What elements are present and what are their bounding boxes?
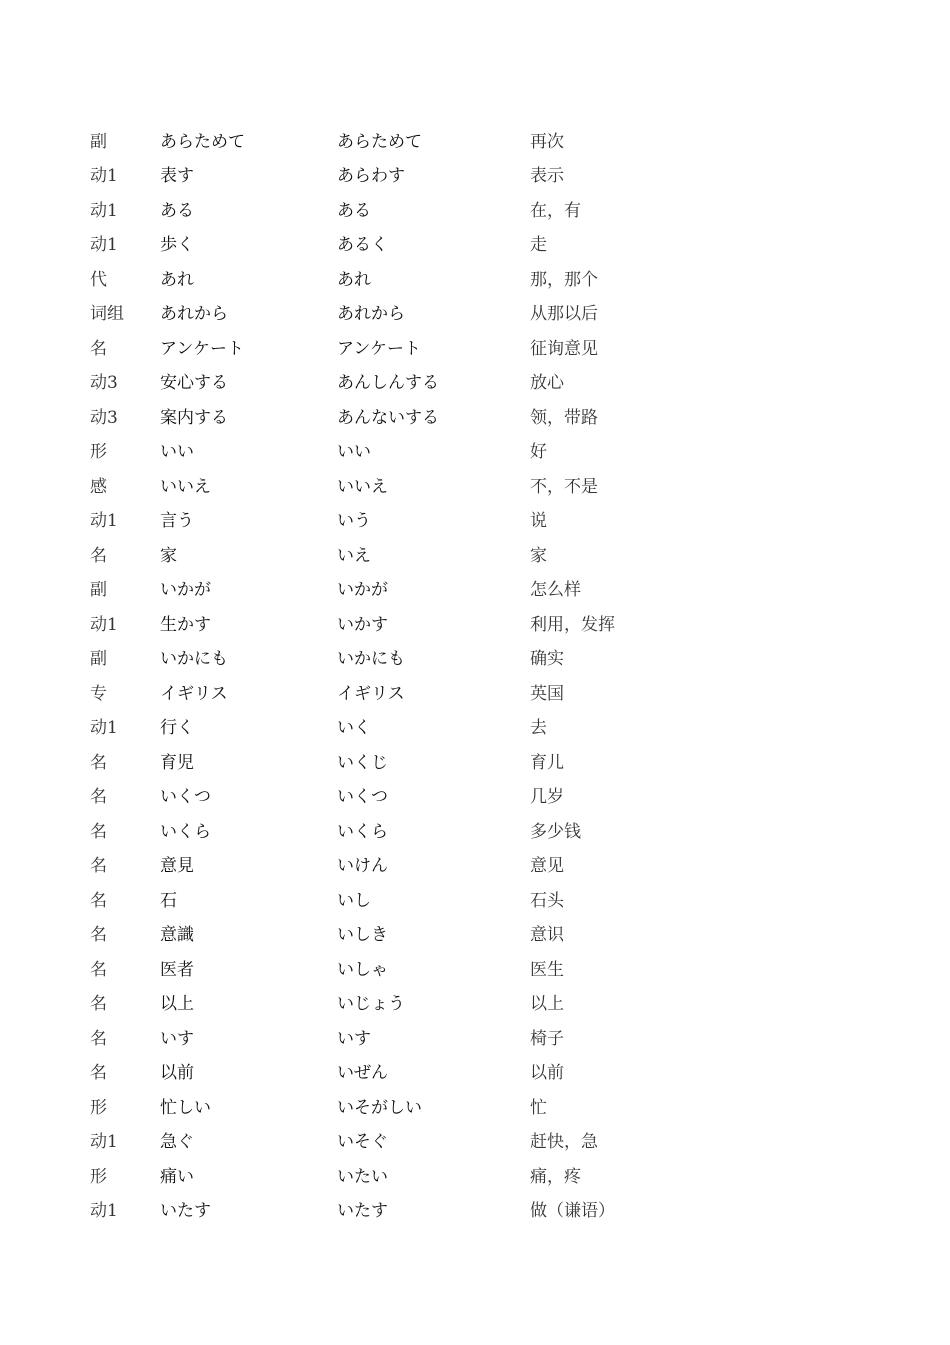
- meaning: 意识: [530, 925, 564, 946]
- vocab-row: [90, 640, 890, 675]
- reading: いかにも: [337, 649, 405, 670]
- reading: いぜん: [337, 1063, 388, 1084]
- meaning: 几岁: [530, 787, 564, 808]
- meaning: 表示: [530, 166, 564, 187]
- word: 意識: [160, 925, 194, 946]
- part-of-speech: 名: [90, 1028, 107, 1049]
- vocab-row: [90, 1054, 890, 1089]
- reading: いい: [337, 442, 371, 463]
- reading: いじょう: [337, 994, 405, 1015]
- word: 以上: [160, 994, 194, 1015]
- word: 生かす: [160, 614, 211, 635]
- reading: あるく: [337, 235, 388, 256]
- meaning: 在，有: [530, 200, 581, 221]
- word: いたす: [160, 1201, 211, 1222]
- meaning: 痛，疼: [530, 1166, 581, 1187]
- word: 意見: [160, 856, 194, 877]
- meaning: 利用，发挥: [530, 614, 615, 635]
- meaning: 说: [530, 511, 547, 532]
- meaning: 领，带路: [530, 407, 598, 428]
- word: 石: [160, 890, 177, 911]
- meaning: 从那以后: [530, 304, 598, 325]
- part-of-speech: 形: [90, 442, 107, 463]
- vocab-row: [90, 743, 890, 778]
- vocab-row: [90, 674, 890, 709]
- reading: いそぐ: [337, 1132, 388, 1153]
- part-of-speech: 副: [90, 580, 107, 601]
- vocab-row: [90, 985, 890, 1020]
- word: イギリス: [160, 683, 228, 704]
- word: いいえ: [160, 476, 211, 497]
- meaning: 石头: [530, 890, 564, 911]
- vocab-row: [90, 467, 890, 502]
- word: いかにも: [160, 649, 228, 670]
- reading: いかが: [337, 580, 388, 601]
- meaning: 走: [530, 235, 547, 256]
- reading: あらわす: [337, 166, 405, 187]
- part-of-speech: 感: [90, 476, 107, 497]
- part-of-speech: 名: [90, 959, 107, 980]
- reading: いそがしい: [337, 1097, 422, 1118]
- reading: いく: [337, 718, 371, 739]
- part-of-speech: 名: [90, 925, 107, 946]
- part-of-speech: 动1: [90, 166, 118, 187]
- part-of-speech: 名: [90, 752, 107, 773]
- vocab-row: [90, 433, 890, 468]
- vocab-row: [90, 122, 890, 157]
- vocab-row: [90, 295, 890, 330]
- reading: いいえ: [337, 476, 388, 497]
- reading: アンケート: [337, 338, 421, 359]
- part-of-speech: 名: [90, 890, 107, 911]
- meaning: 确实: [530, 649, 564, 670]
- reading: あらためて: [337, 131, 422, 152]
- meaning: 那，那个: [530, 269, 598, 290]
- reading: いくつ: [337, 787, 388, 808]
- word: 医者: [160, 959, 194, 980]
- reading: あんしんする: [337, 373, 439, 394]
- word: 痛い: [160, 1166, 194, 1187]
- vocab-row: [90, 502, 890, 537]
- meaning: 育儿: [530, 752, 564, 773]
- vocab-row: [90, 571, 890, 606]
- reading: いう: [337, 511, 371, 532]
- reading: いえ: [337, 545, 371, 566]
- part-of-speech: 动1: [90, 200, 118, 221]
- meaning: 不，不是: [530, 476, 598, 497]
- word: ある: [160, 200, 194, 221]
- word: 行く: [160, 718, 194, 739]
- reading: いしゃ: [337, 959, 388, 980]
- reading: いくら: [337, 821, 388, 842]
- meaning: 椅子: [530, 1028, 564, 1049]
- part-of-speech: 名: [90, 545, 107, 566]
- word: あれ: [160, 269, 194, 290]
- reading: あれ: [337, 269, 371, 290]
- reading: いたい: [337, 1166, 388, 1187]
- meaning: 赶快，急: [530, 1132, 598, 1153]
- reading: いくじ: [337, 752, 388, 773]
- part-of-speech: 形: [90, 1097, 107, 1118]
- vocab-row: [90, 1019, 890, 1054]
- part-of-speech: 代: [90, 269, 107, 290]
- vocab-row: [90, 398, 890, 433]
- meaning: 英国: [530, 683, 564, 704]
- meaning: 医生: [530, 959, 564, 980]
- meaning: 做（谦语）: [530, 1201, 615, 1222]
- vocab-row: [90, 881, 890, 916]
- word: アンケート: [160, 338, 244, 359]
- word: 育児: [160, 752, 194, 773]
- vocab-row: [90, 157, 890, 192]
- meaning: 意见: [530, 856, 564, 877]
- word: いくつ: [160, 787, 211, 808]
- word: 案内する: [160, 407, 228, 428]
- word: 家: [160, 545, 177, 566]
- part-of-speech: 动3: [90, 373, 118, 394]
- reading: いけん: [337, 856, 388, 877]
- reading: いし: [337, 890, 371, 911]
- meaning: 以上: [530, 994, 564, 1015]
- vocab-row: [90, 778, 890, 813]
- vocab-row: [90, 1157, 890, 1192]
- word: 急ぐ: [160, 1132, 194, 1153]
- meaning: 家: [530, 545, 547, 566]
- word: いい: [160, 442, 194, 463]
- meaning: 多少钱: [530, 821, 581, 842]
- word: いす: [160, 1028, 194, 1049]
- part-of-speech: 专: [90, 683, 107, 704]
- part-of-speech: 动1: [90, 614, 118, 635]
- word: いかが: [160, 580, 211, 601]
- word: 以前: [160, 1063, 194, 1084]
- word: 言う: [160, 511, 194, 532]
- word: あれから: [160, 304, 228, 325]
- vocab-row: [90, 916, 890, 951]
- vocab-row: [90, 364, 890, 399]
- reading: いかす: [337, 614, 388, 635]
- meaning: 好: [530, 442, 547, 463]
- word: 表す: [160, 166, 194, 187]
- meaning: 再次: [530, 131, 564, 152]
- meaning: 以前: [530, 1063, 564, 1084]
- part-of-speech: 动1: [90, 1132, 118, 1153]
- vocab-row: [90, 191, 890, 226]
- word: いくら: [160, 821, 211, 842]
- part-of-speech: 副: [90, 131, 107, 152]
- meaning: 去: [530, 718, 547, 739]
- word: あらためて: [160, 131, 245, 152]
- vocab-row: [90, 709, 890, 744]
- part-of-speech: 动1: [90, 1201, 118, 1222]
- vocab-row: [90, 605, 890, 640]
- part-of-speech: 形: [90, 1166, 107, 1187]
- vocab-row: [90, 260, 890, 295]
- reading: ある: [337, 200, 371, 221]
- part-of-speech: 副: [90, 649, 107, 670]
- vocab-row: [90, 812, 890, 847]
- vocab-row: [90, 1192, 890, 1227]
- vocab-row: [90, 1123, 890, 1158]
- part-of-speech: 名: [90, 338, 107, 359]
- vocab-row: [90, 329, 890, 364]
- vocab-row: [90, 1088, 890, 1123]
- part-of-speech: 名: [90, 821, 107, 842]
- reading: イギリス: [337, 683, 405, 704]
- word: 歩く: [160, 235, 194, 256]
- meaning: 征询意见: [530, 338, 598, 359]
- part-of-speech: 动1: [90, 235, 118, 256]
- part-of-speech: 动1: [90, 511, 118, 532]
- word: 安心する: [160, 373, 228, 394]
- part-of-speech: 动3: [90, 407, 118, 428]
- meaning: 放心: [530, 373, 564, 394]
- reading: あれから: [337, 304, 405, 325]
- vocabulary-list: [90, 122, 890, 1226]
- part-of-speech: 名: [90, 856, 107, 877]
- reading: いす: [337, 1028, 371, 1049]
- vocab-row: [90, 847, 890, 882]
- part-of-speech: 名: [90, 1063, 107, 1084]
- part-of-speech: 名: [90, 787, 107, 808]
- vocab-row: [90, 226, 890, 261]
- vocab-row: [90, 536, 890, 571]
- reading: あんないする: [337, 407, 439, 428]
- meaning: 怎么样: [530, 580, 581, 601]
- vocab-row: [90, 950, 890, 985]
- part-of-speech: 动1: [90, 718, 118, 739]
- part-of-speech: 词组: [90, 304, 124, 325]
- reading: いたす: [337, 1201, 388, 1222]
- part-of-speech: 名: [90, 994, 107, 1015]
- word: 忙しい: [160, 1097, 211, 1118]
- meaning: 忙: [530, 1097, 547, 1118]
- reading: いしき: [337, 925, 388, 946]
